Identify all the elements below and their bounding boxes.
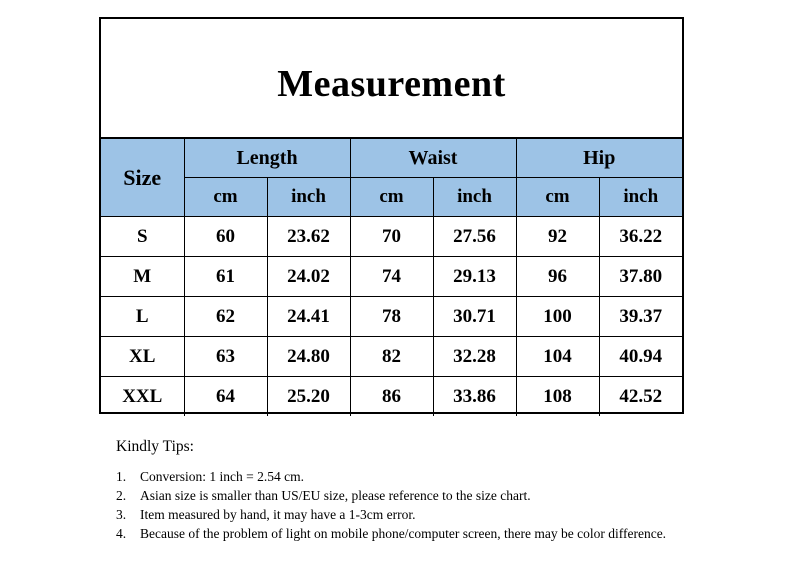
table-cell: 39.37 bbox=[599, 297, 682, 337]
unit-header: cm bbox=[516, 178, 599, 217]
size-cell: L bbox=[101, 297, 184, 337]
tips-title: Kindly Tips: bbox=[116, 438, 194, 455]
group-header-hip: Hip bbox=[516, 139, 682, 178]
table-row bbox=[101, 297, 682, 337]
size-cell: S bbox=[101, 217, 184, 257]
table-cell: 33.86 bbox=[433, 377, 516, 417]
title-box bbox=[101, 19, 682, 139]
tips-list bbox=[116, 467, 696, 543]
table-cell: 60 bbox=[184, 217, 267, 257]
size-header: Size bbox=[101, 139, 184, 217]
table-cell: 78 bbox=[350, 297, 433, 337]
tip-item bbox=[116, 486, 696, 505]
tip-item bbox=[116, 467, 696, 486]
table-cell: 96 bbox=[516, 257, 599, 297]
unit-header: cm bbox=[350, 178, 433, 217]
size-cell: XXL bbox=[101, 377, 184, 417]
size-cell: M bbox=[101, 257, 184, 297]
size-table bbox=[101, 139, 682, 416]
table-cell: 108 bbox=[516, 377, 599, 417]
table-cell: 92 bbox=[516, 217, 599, 257]
table-cell: 100 bbox=[516, 297, 599, 337]
table-cell: 37.80 bbox=[599, 257, 682, 297]
table-cell: 32.28 bbox=[433, 337, 516, 377]
group-header-waist: Waist bbox=[350, 139, 516, 178]
table-cell: 74 bbox=[350, 257, 433, 297]
tip-text: Because of the problem of light on mobile phone/computer screen, there may be color difference. bbox=[140, 526, 667, 541]
tip-number: 2. bbox=[116, 488, 127, 503]
unit-header: inch bbox=[599, 178, 682, 217]
table-cell: 42.52 bbox=[599, 377, 682, 417]
unit-header: cm bbox=[184, 178, 267, 217]
table-cell: 36.22 bbox=[599, 217, 682, 257]
table-cell: 86 bbox=[350, 377, 433, 417]
table-cell: 24.41 bbox=[267, 297, 350, 337]
table-cell: 25.20 bbox=[267, 377, 350, 417]
table-cell: 24.80 bbox=[267, 337, 350, 377]
tip-number: 1. bbox=[116, 469, 127, 484]
tip-item bbox=[116, 524, 696, 543]
table-cell: 63 bbox=[184, 337, 267, 377]
size-cell: XL bbox=[101, 337, 184, 377]
header-row-units bbox=[101, 178, 682, 217]
table-cell: 62 bbox=[184, 297, 267, 337]
size-chart bbox=[99, 17, 684, 414]
table-cell: 61 bbox=[184, 257, 267, 297]
tip-item bbox=[116, 505, 696, 524]
table-cell: 104 bbox=[516, 337, 599, 377]
table-cell: 23.62 bbox=[267, 217, 350, 257]
tip-text: Conversion: 1 inch = 2.54 cm. bbox=[140, 469, 304, 484]
table-cell: 70 bbox=[350, 217, 433, 257]
table-cell: 40.94 bbox=[599, 337, 682, 377]
table-cell: 82 bbox=[350, 337, 433, 377]
table-cell: 64 bbox=[184, 377, 267, 417]
header-row-groups bbox=[101, 139, 682, 178]
tip-number: 3. bbox=[116, 507, 127, 522]
group-header-length: Length bbox=[184, 139, 350, 178]
tip-text: Asian size is smaller than US/EU size, please reference to the size chart. bbox=[140, 488, 531, 503]
kindly-tips bbox=[116, 437, 696, 543]
tip-text: Item measured by hand, it may have a 1-3cm error. bbox=[140, 507, 416, 522]
table-cell: 30.71 bbox=[433, 297, 516, 337]
tip-number: 4. bbox=[116, 526, 127, 541]
unit-header: inch bbox=[267, 178, 350, 217]
table-cell: 27.56 bbox=[433, 217, 516, 257]
table-row bbox=[101, 217, 682, 257]
unit-header: inch bbox=[433, 178, 516, 217]
table-row bbox=[101, 257, 682, 297]
chart-title: Measurement bbox=[277, 63, 506, 105]
table-row bbox=[101, 337, 682, 377]
table-row bbox=[101, 377, 682, 417]
table-cell: 29.13 bbox=[433, 257, 516, 297]
table-cell: 24.02 bbox=[267, 257, 350, 297]
